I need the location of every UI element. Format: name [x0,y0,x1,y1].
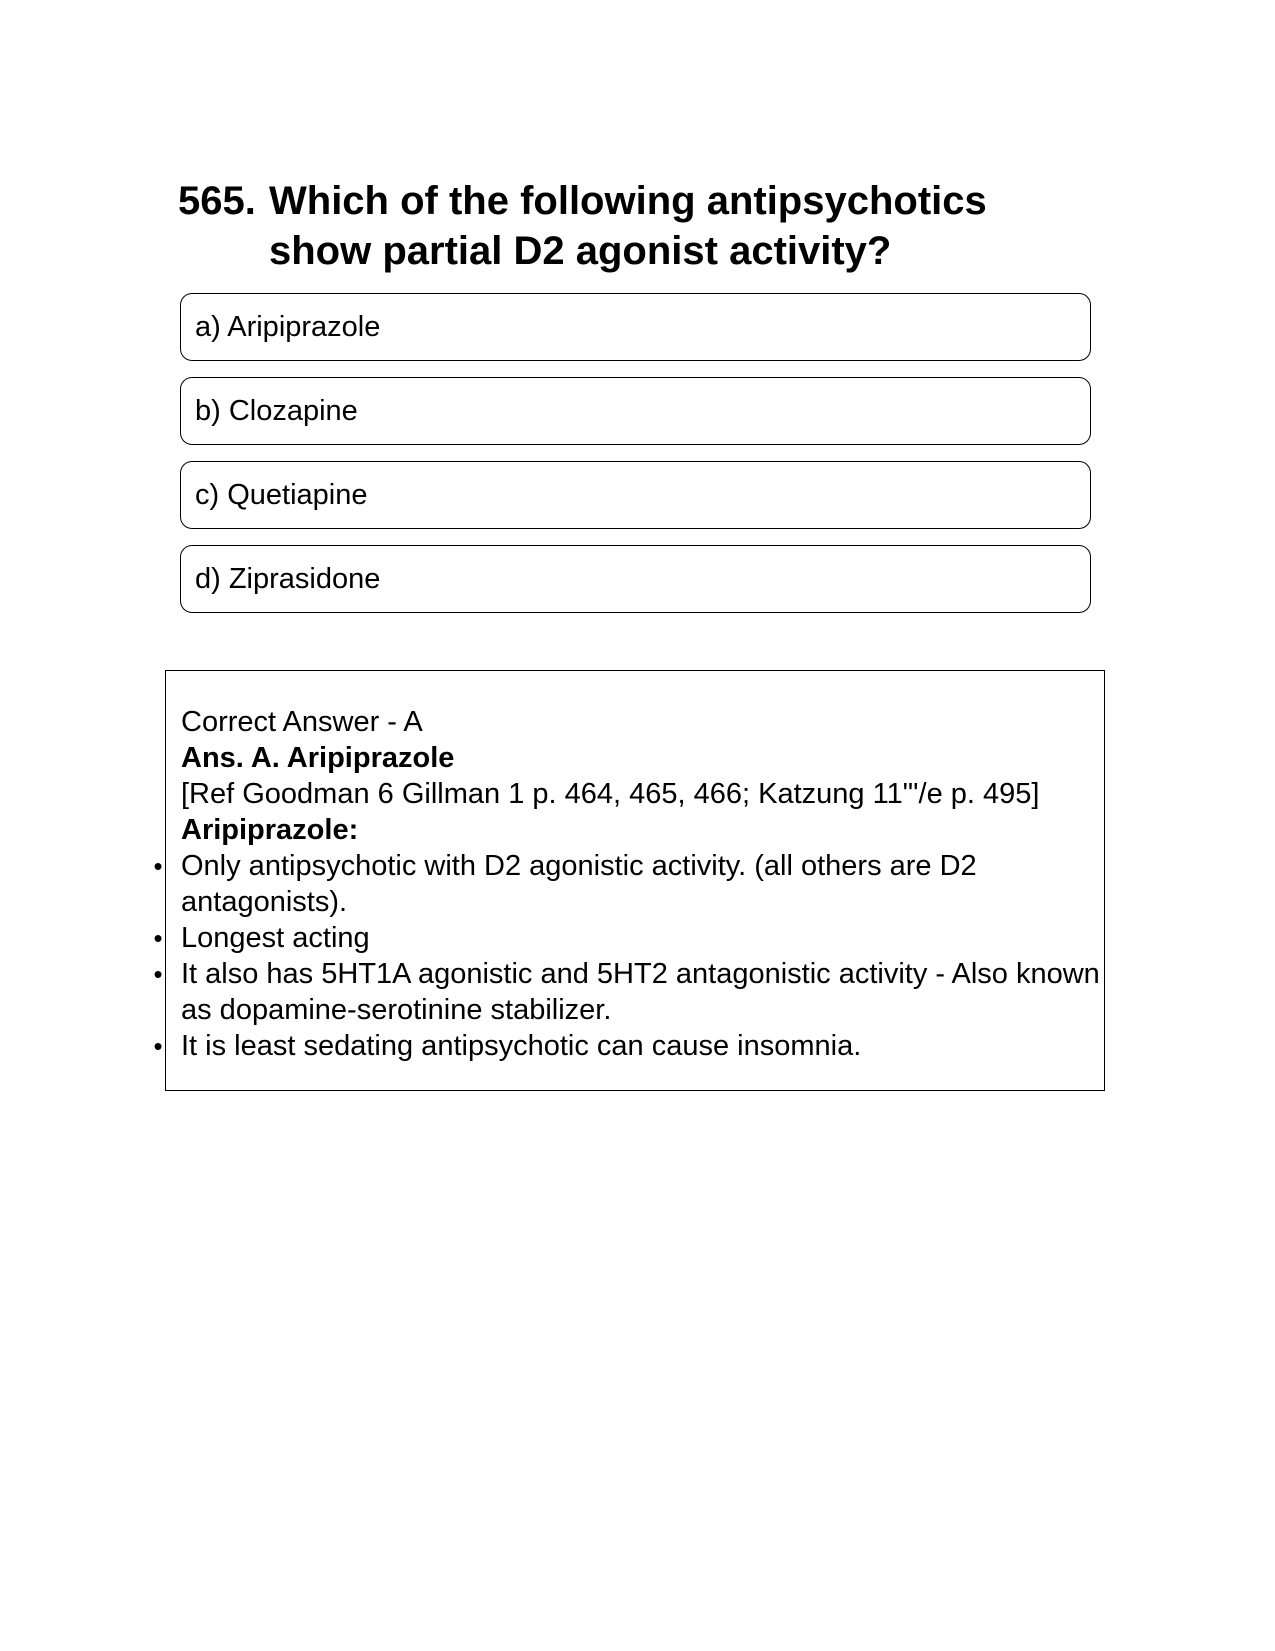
option-c[interactable]: c) Quetiapine [180,461,1091,529]
bullet-icon: • [153,959,163,989]
answer-reference: [Ref Goodman 6 Gillman 1 p. 464, 465, 466; Katzung 11"'/e p. 495] [181,778,1040,810]
list-item [153,956,1104,1028]
answer-subheading: Aripiprazole: [181,814,359,846]
list-item-text: It also has 5HT1A agonistic and 5HT2 antagonistic activity - Also known as dopamine-serotinine stabilizer. [181,958,1100,1026]
list-item-text: Longest acting [181,922,370,954]
bullet-icon: • [153,923,163,953]
list-item [153,1028,1104,1064]
options-list [180,293,1091,629]
list-item-text: It is least sedating antipsychotic can cause insomnia. [181,1030,862,1062]
question-text: Which of the following antipsychotics show partial D2 agonist activity? [269,179,987,273]
option-a[interactable]: a) Aripiprazole [180,293,1091,361]
list-item [153,920,1104,956]
answer-heading: Ans. A. Aripiprazole [181,742,455,774]
answer-points-list [153,848,1104,1064]
option-d[interactable]: d) Ziprasidone [180,545,1091,613]
option-b[interactable]: b) Clozapine [180,377,1091,445]
bullet-icon: • [153,851,163,881]
question-number: 565. [178,179,256,223]
question-heading [178,176,1098,276]
answer-explanation-box [153,670,1105,1091]
bullet-icon: • [153,1031,163,1061]
list-item [153,848,1104,920]
list-item-text: Only antipsychotic with D2 agonistic activity. (all others are D2 antagonists). [181,850,977,918]
correct-answer-line: Correct Answer - A [181,706,423,738]
